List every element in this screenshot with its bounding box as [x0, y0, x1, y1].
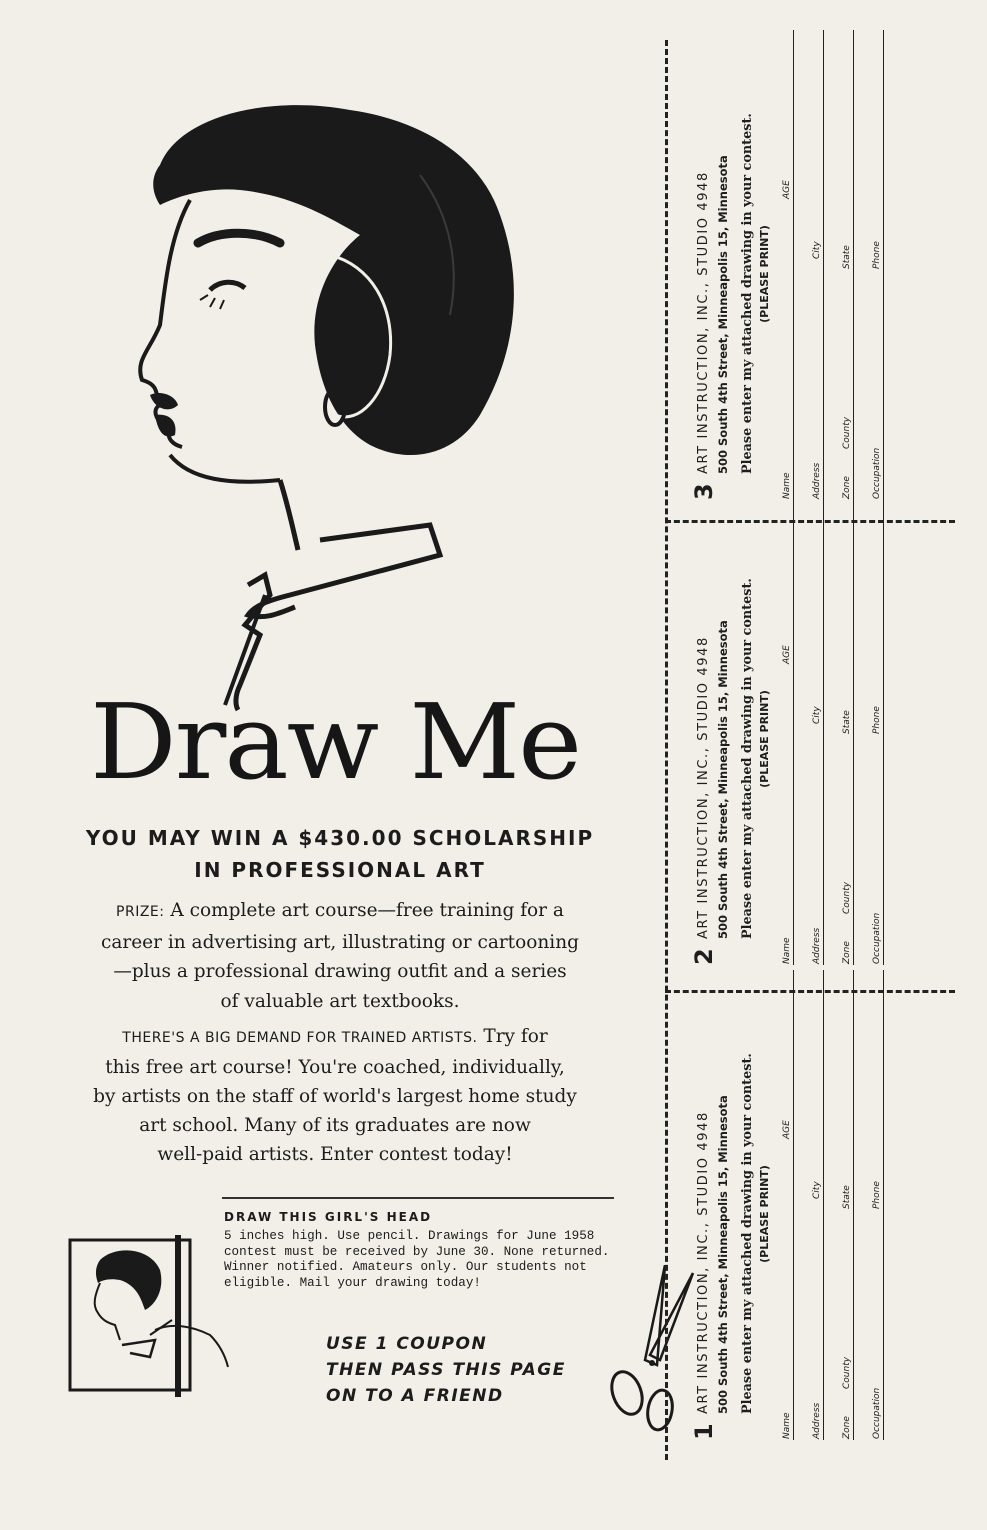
- address-label: Address: [812, 927, 822, 964]
- zone-label: Zone: [842, 1416, 852, 1439]
- instruction-line: eligible. Mail your drawing today!: [224, 1275, 481, 1290]
- field-line: [853, 970, 854, 1440]
- county-label: County: [842, 416, 852, 449]
- name-age-field[interactable]: [776, 495, 794, 965]
- field-line: [883, 30, 884, 500]
- coupon-company: ART INSTRUCTION, INC., STUDIO 4948: [696, 171, 711, 474]
- name-label: Name: [782, 472, 792, 499]
- field-line: [793, 495, 794, 965]
- use-coupon-line: THEN PASS THIS PAGE: [326, 1360, 566, 1380]
- state-label: State: [842, 245, 852, 269]
- field-line: [883, 970, 884, 1440]
- prize-line: A complete art course—free training for a: [170, 900, 564, 921]
- field-line: [823, 30, 824, 500]
- occupation-phone-field[interactable]: [866, 30, 884, 500]
- name-label: Name: [782, 937, 792, 964]
- coupon-please-print: (PLEASE PRINT): [758, 690, 771, 788]
- field-line: [883, 495, 884, 965]
- age-label: AGE: [782, 180, 792, 199]
- coupon-company: ART INSTRUCTION, INC., STUDIO 4948: [696, 636, 711, 939]
- coupon-please-print: (PLEASE PRINT): [758, 1165, 771, 1263]
- age-label: AGE: [782, 1120, 792, 1139]
- city-label: City: [812, 706, 822, 724]
- girl-portrait-illustration: [120, 95, 560, 715]
- draw-title: DRAW THIS GIRL'S HEAD: [224, 1210, 433, 1224]
- address-label: Address: [812, 462, 822, 499]
- coupon-address: 500 South 4th Street, Minneapolis 15, Minnesota: [716, 620, 730, 939]
- cut-line-vertical: [665, 40, 668, 1460]
- name-age-field[interactable]: [776, 30, 794, 500]
- coupon-number: 3: [690, 483, 718, 500]
- city-label: City: [812, 1181, 822, 1199]
- coupon-number: 1: [690, 1423, 718, 1440]
- instruction-line: 5 inches high. Use pencil. Drawings for June 1958: [224, 1229, 595, 1243]
- field-line: [793, 970, 794, 1440]
- occupation-label: Occupation: [872, 912, 882, 964]
- state-label: State: [842, 1185, 852, 1209]
- draw-instructions: [224, 1229, 624, 1291]
- demand-paragraph: [40, 1022, 630, 1169]
- name-age-field[interactable]: [776, 970, 794, 1440]
- address-city-field[interactable]: [806, 30, 824, 500]
- field-line: [823, 495, 824, 965]
- occupation-label: Occupation: [872, 447, 882, 499]
- use-coupon-line: USE 1 COUPON: [326, 1334, 488, 1354]
- city-label: City: [812, 241, 822, 259]
- demand-line: this free art course! You're coached, individually,: [105, 1057, 565, 1078]
- phone-label: Phone: [872, 241, 882, 269]
- zone-county-state-field[interactable]: [836, 970, 854, 1440]
- state-label: State: [842, 710, 852, 734]
- use-coupon-line: ON TO A FRIEND: [326, 1386, 504, 1406]
- coupon-3: [688, 30, 978, 500]
- prize-label: PRIZE:: [116, 904, 165, 920]
- prize-paragraph: [60, 896, 620, 1016]
- name-label: Name: [782, 1412, 792, 1439]
- address-label: Address: [812, 1402, 822, 1439]
- field-line: [823, 970, 824, 1440]
- coupon-please-print: (PLEASE PRINT): [758, 225, 771, 323]
- zone-label: Zone: [842, 941, 852, 964]
- age-label: AGE: [782, 645, 792, 664]
- demand-line: well-paid artists. Enter contest today!: [157, 1144, 513, 1165]
- coupon-2: [688, 495, 978, 965]
- coupon-enter-text: Please enter my attached drawing in your contest.: [740, 578, 755, 939]
- prize-line: of valuable art textbooks.: [220, 990, 460, 1012]
- coupon-enter-text: Please enter my attached drawing in your contest.: [740, 1053, 755, 1414]
- occupation-label: Occupation: [872, 1387, 882, 1439]
- coupon-address: 500 South 4th Street, Minneapolis 15, Minnesota: [716, 1095, 730, 1414]
- drawing-board-illustration: [60, 1235, 235, 1410]
- scholarship-heading: YOU MAY WIN A $430.00 SCHOLARSHIP: [85, 826, 595, 850]
- instruction-line: contest must be received by June 30. None returned.: [224, 1244, 610, 1259]
- scissors-icon: [605, 1265, 700, 1435]
- prize-line: —plus a professional drawing outfit and a series: [113, 961, 567, 982]
- field-line: [853, 495, 854, 965]
- field-line: [793, 30, 794, 500]
- coupon-company: ART INSTRUCTION, INC., STUDIO 4948: [696, 1111, 711, 1414]
- headline: Draw Me: [89, 681, 581, 803]
- zone-county-state-field[interactable]: [836, 495, 854, 965]
- coupon-1: [688, 970, 978, 1440]
- coupon-number: 2: [690, 948, 718, 965]
- county-label: County: [842, 1356, 852, 1389]
- demand-line: art school. Many of its graduates are now: [139, 1115, 531, 1136]
- occupation-phone-field[interactable]: [866, 970, 884, 1440]
- prize-line: career in advertising art, illustrating or cartooning: [100, 931, 579, 953]
- address-city-field[interactable]: [806, 970, 824, 1440]
- divider: [222, 1197, 614, 1199]
- scholarship-subheading: IN PROFESSIONAL ART: [194, 858, 486, 882]
- coupon-address: 500 South 4th Street, Minneapolis 15, Minnesota: [716, 155, 730, 474]
- use-coupon-note: [326, 1331, 566, 1409]
- zone-label: Zone: [842, 476, 852, 499]
- demand-line: by artists on the staff of world's largest home study: [93, 1086, 577, 1107]
- demand-label: THERE'S A BIG DEMAND FOR TRAINED ARTISTS.: [122, 1030, 478, 1046]
- field-line: [853, 30, 854, 500]
- phone-label: Phone: [872, 1181, 882, 1209]
- demand-line: Try for: [483, 1026, 548, 1047]
- address-city-field[interactable]: [806, 495, 824, 965]
- occupation-phone-field[interactable]: [866, 495, 884, 965]
- instruction-line: Winner notified. Amateurs only. Our students not: [224, 1260, 587, 1274]
- phone-label: Phone: [872, 706, 882, 734]
- county-label: County: [842, 881, 852, 914]
- coupon-enter-text: Please enter my attached drawing in your contest.: [740, 113, 755, 474]
- zone-county-state-field[interactable]: [836, 30, 854, 500]
